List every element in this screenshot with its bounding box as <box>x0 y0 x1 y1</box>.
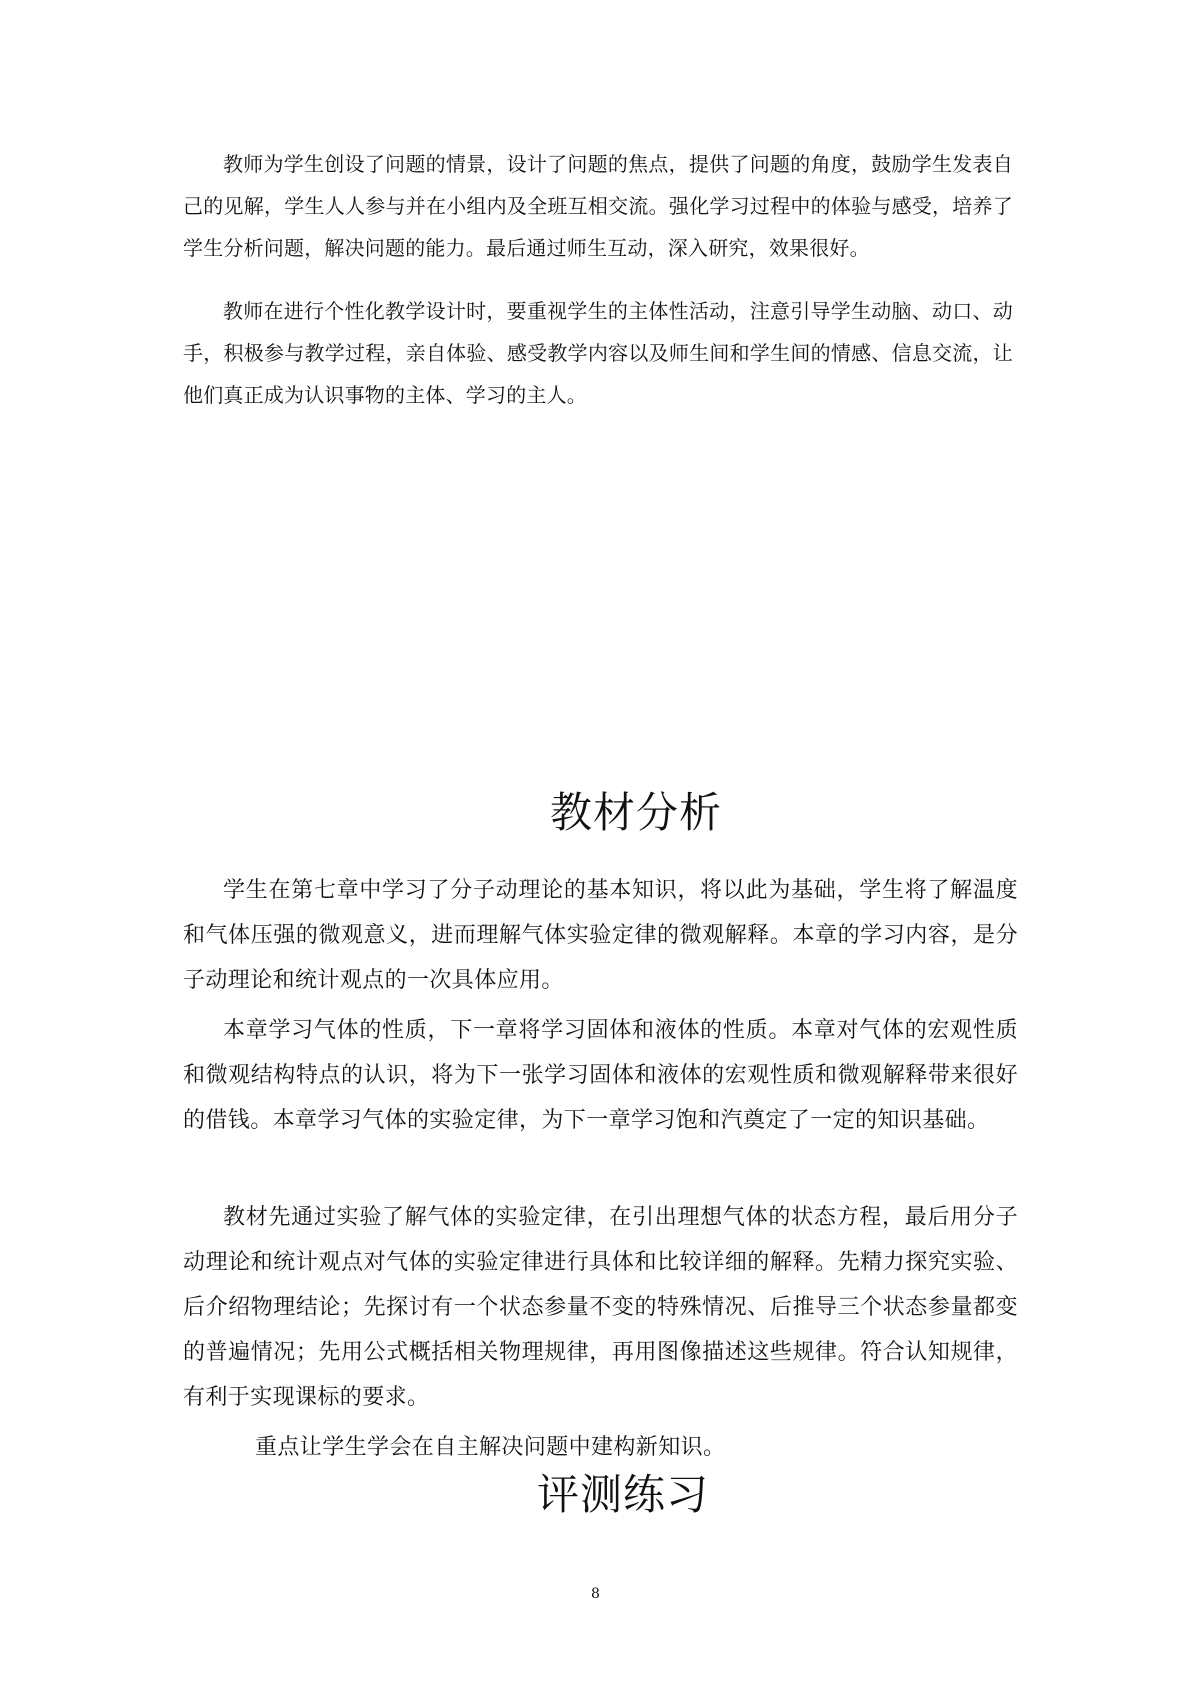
section-title-assessment: 评测练习 <box>537 1470 710 1519</box>
intro-paragraph-2: 教师在进行个性化教学设计时，要重视学生的主体性活动，注意引导学生动脑、动口、动手，积极参与教学过程，亲自体验、感受教学内容以及师生间和学生间的情感、信息交流，让他们真正成为认识事物的主体、学习的主人。 <box>183 299 1013 407</box>
intro-paragraph-1: 教师为学生创设了问题的情景，设计了问题的焦点，提供了问题的角度，鼓励学生发表自己的见解，学生人人参与并在小组内及全班互相交流。强化学习过程中的体验与感受，培养了学生分析问题，解决问题的能力。最后通过师生互动，深入研究，效果很好。 <box>183 152 1013 260</box>
analysis-paragraph-4: 重点让学生学会在自主解决问题中建构新知识。 <box>255 1435 726 1460</box>
analysis-paragraph-3: 教材先通过实验了解气体的实验定律，在引出理想气体的状态方程，最后用分子动理论和统计观点对气体的实验定律进行具体和比较详细的解释。先精力探究实验、后介绍物理结论；先探讨有一个状态参量不变的特殊情况、后推导三个状态参量都变的普遍情况；先用公式概括相关物理规律，再用图像描述这些规律。符合认知规律，有利于实现课标的要求。 <box>183 1205 1018 1410</box>
analysis-paragraph-1: 学生在第七章中学习了分子动理论的基本知识，将以此为基础，学生将了解温度和气体压强的微观意义，进而理解气体实验定律的微观解释。本章的学习内容，是分子动理论和统计观点的一次具体应用。 <box>183 878 1018 993</box>
analysis-paragraph-2: 本章学习气体的性质，下一章将学习固体和液体的性质。本章对气体的宏观性质和微观结构特点的认识，将为下一张学习固体和液体的宏观性质和微观解释带来很好的借钱。本章学习气体的实验定律，为下一章学习饱和汽奠定了一定的知识基础。 <box>183 1018 1018 1133</box>
section-title-textbook-analysis: 教材分析 <box>550 788 723 837</box>
page-number: 8 <box>591 1586 600 1602</box>
